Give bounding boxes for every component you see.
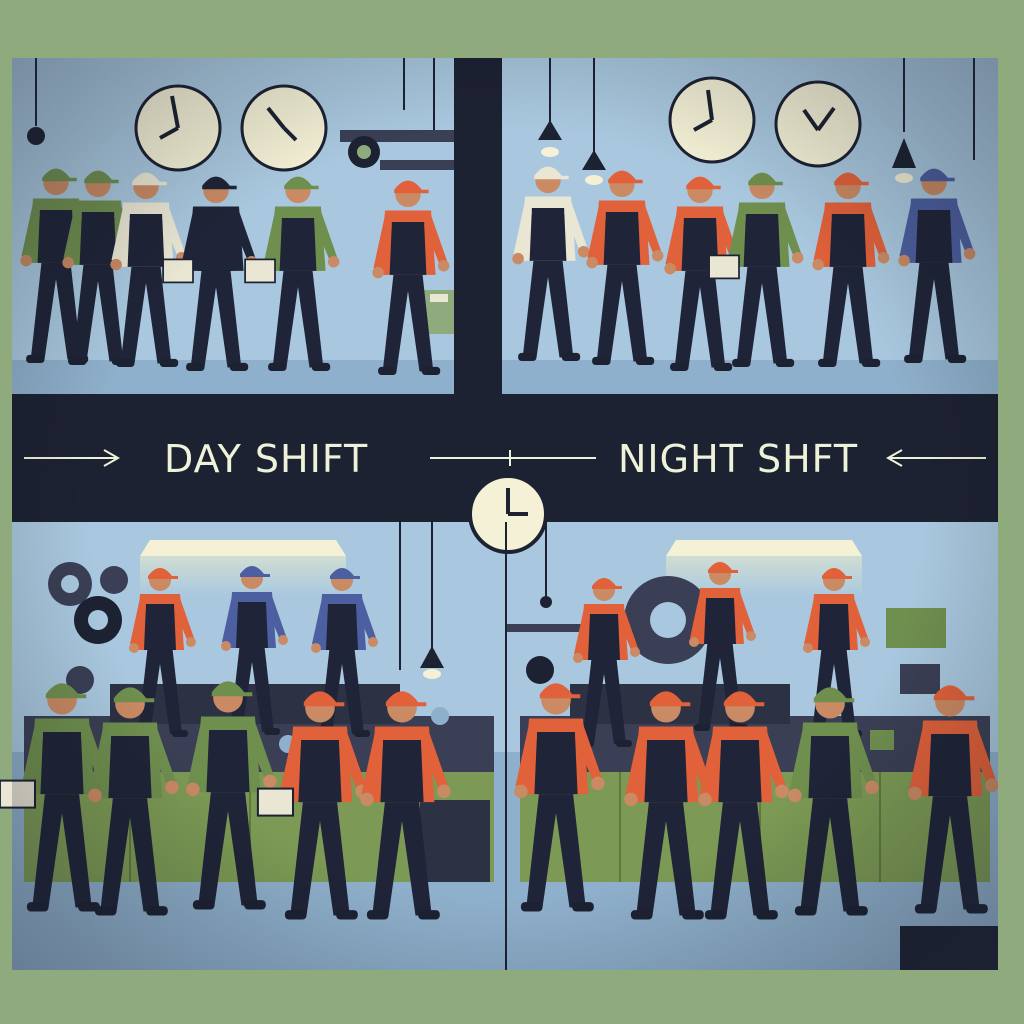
vignette [12,58,998,970]
